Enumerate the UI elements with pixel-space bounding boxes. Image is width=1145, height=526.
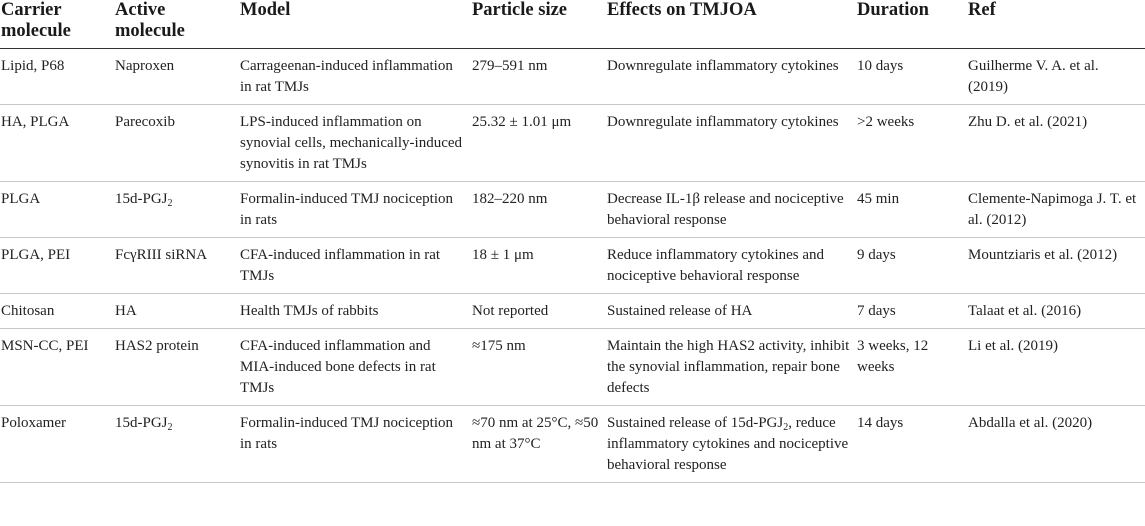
active-subscript: 2 [167, 422, 173, 433]
cell-carrier: Chitosan [0, 294, 114, 329]
cell-ref: Mountziaris et al. (2012) [967, 238, 1145, 294]
cell-duration: >2 weeks [856, 105, 967, 182]
cell-effects: Downregulate inflammatory cytokines [606, 49, 856, 105]
cell-duration: 3 weeks, 12 weeks [856, 329, 967, 406]
cell-carrier: Poloxamer [0, 406, 114, 483]
header-model: Model [239, 0, 471, 49]
cell-ref: Guilherme V. A. et al. (2019) [967, 49, 1145, 105]
cell-model: Carrageenan-induced inflammation in rat TMJs [239, 49, 471, 105]
header-carrier: Carrier molecule [0, 0, 114, 49]
cell-active [114, 406, 239, 483]
cell-active: FcγRIII siRNA [114, 238, 239, 294]
cell-model: CFA-induced inflammation in rat TMJs [239, 238, 471, 294]
cell-carrier: PLGA [0, 182, 114, 238]
cell-model: CFA-induced inflammation and MIA-induced bone defects in rat TMJs [239, 329, 471, 406]
active-text: 15d-PGJ [115, 415, 168, 431]
header-active: Active molecule [114, 0, 239, 49]
table-row [0, 406, 1145, 483]
cell-active: HA [114, 294, 239, 329]
cell-ref: Li et al. (2019) [967, 329, 1145, 406]
cell-ref: Abdalla et al. (2020) [967, 406, 1145, 483]
cell-duration: 10 days [856, 49, 967, 105]
cell-size: 18 ± 1 μm [471, 238, 606, 294]
cell-effects [606, 406, 856, 483]
cell-carrier: HA, PLGA [0, 105, 114, 182]
cell-carrier: Lipid, P68 [0, 49, 114, 105]
cell-ref: Zhu D. et al. (2021) [967, 105, 1145, 182]
cell-size: 25.32 ± 1.01 μm [471, 105, 606, 182]
cell-carrier: PLGA, PEI [0, 238, 114, 294]
table-row [0, 294, 1145, 329]
cell-model: LPS-induced inflammation on synovial cells, mechanically-induced synovitis in rat TMJs [239, 105, 471, 182]
cell-size: ≈70 nm at 25°C, ≈50 nm at 37°C [471, 406, 606, 483]
table-row [0, 182, 1145, 238]
cell-duration: 14 days [856, 406, 967, 483]
effects-text-cont: , reduce inflammatory cytokines and nociceptive behavioral response [607, 415, 849, 473]
cell-size: 182–220 nm [471, 182, 606, 238]
cell-model: Formalin-induced TMJ nociception in rats [239, 406, 471, 483]
header-particle-size: Particle size [471, 0, 606, 49]
cell-model: Health TMJs of rabbits [239, 294, 471, 329]
cell-model: Formalin-induced TMJ nociception in rats [239, 182, 471, 238]
cell-size: ≈175 nm [471, 329, 606, 406]
header-effects: Effects on TMJOA [606, 0, 856, 49]
cell-active: Parecoxib [114, 105, 239, 182]
cell-duration: 9 days [856, 238, 967, 294]
cell-size: 279–591 nm [471, 49, 606, 105]
active-subscript: 2 [167, 198, 173, 209]
cell-carrier: MSN-CC, PEI [0, 329, 114, 406]
cell-duration: 45 min [856, 182, 967, 238]
cell-active: HAS2 protein [114, 329, 239, 406]
cell-duration: 7 days [856, 294, 967, 329]
effects-subscript: 2 [783, 422, 789, 433]
cell-effects: Maintain the high HAS2 activity, inhibit the synovial inflammation, repair bone defects [606, 329, 856, 406]
table-row [0, 105, 1145, 182]
header-duration: Duration [856, 0, 967, 49]
table-row [0, 238, 1145, 294]
cell-ref: Clemente-Napimoga J. T. et al. (2012) [967, 182, 1145, 238]
effects-text: Sustained release of 15d-PGJ [607, 415, 784, 431]
cell-effects: Decrease IL-1β release and nociceptive behavioral response [606, 182, 856, 238]
active-text: 15d-PGJ [115, 191, 168, 207]
header-row [0, 0, 1145, 49]
cell-active [114, 182, 239, 238]
table-row [0, 329, 1145, 406]
cell-size: Not reported [471, 294, 606, 329]
cell-effects: Downregulate inflammatory cytokines [606, 105, 856, 182]
cell-ref: Talaat et al. (2016) [967, 294, 1145, 329]
cell-active: Naproxen [114, 49, 239, 105]
cell-effects: Sustained release of HA [606, 294, 856, 329]
header-ref: Ref [967, 0, 1145, 49]
cell-effects: Reduce inflammatory cytokines and nociceptive behavioral response [606, 238, 856, 294]
table-row [0, 49, 1145, 105]
